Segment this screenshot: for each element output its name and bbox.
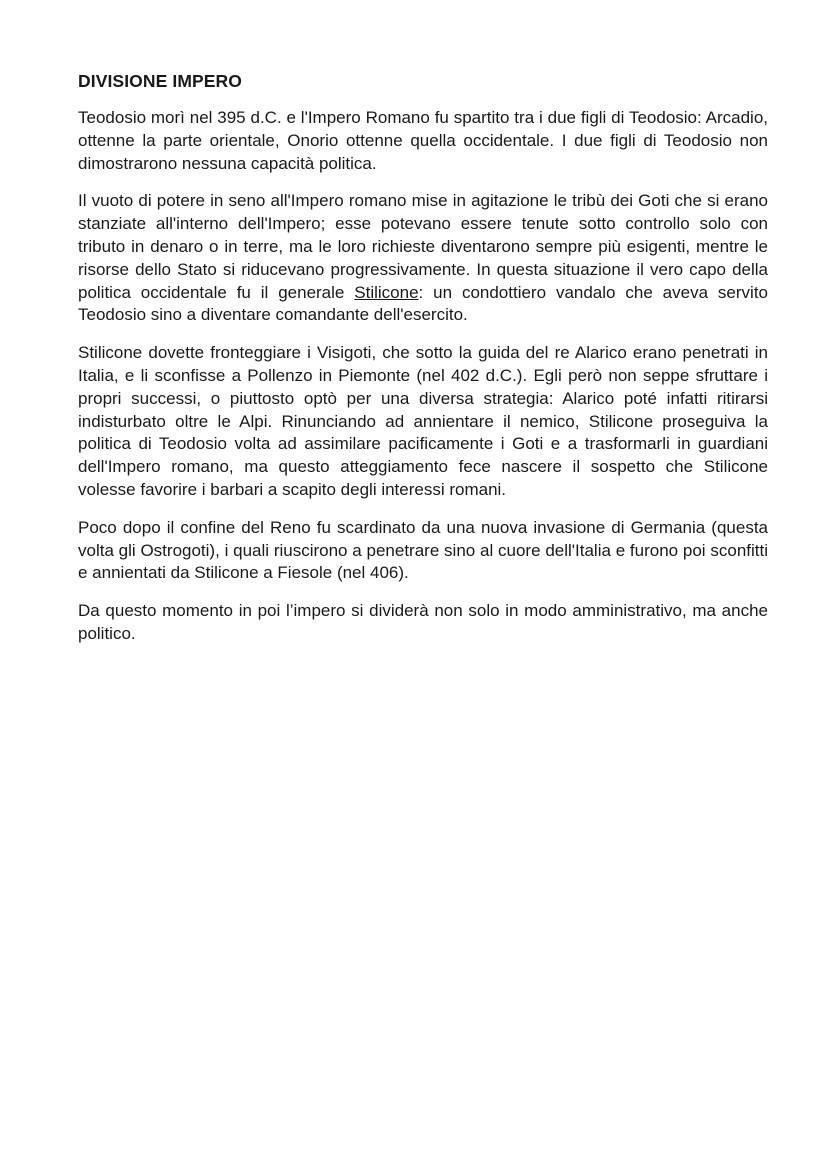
paragraph-5: Da questo momento in poi l’impero si dividerà non solo in modo amministrativo, ma anche politico.: [78, 601, 768, 643]
paragraph-4: Poco dopo il confine del Reno fu scardinato da una nuova invasione di Germania (questa volta gli Ostrogoti), i quali riuscirono a penetrare sino al cuore dell'Italia e furono poi sconfitti e annientati da Stilicone a Fiesole (nel 406).: [78, 517, 768, 583]
paragraph-1: Teodosio morì nel 395 d.C. e l'Impero Romano fu spartito tra i due figli di Teodosio: Arcadio, ottenne la parte orientale, Onorio ottenne quella occidentale. I due figli di Teodosio non dimostrarono nessuna capacità politica.: [78, 108, 768, 173]
paragraph-2: [78, 190, 768, 327]
stilicone-link[interactable]: Stilicone: [354, 282, 419, 302]
document-title: DIVISIONE IMPERO: [78, 71, 242, 91]
paragraph-2-text-start: Il vuoto di potere in seno all'Impero romano mise in agitazione le tribù dei Goti che si erano stanziate all'interno dell'Impero; esse potevano essere tenute sotto controllo solo con tributo in denaro o in terre, ma le loro richieste diventarono sempre più esigenti, mentre le risorse dello Stato si riducevano progressivamente. In questa situazione il vero capo della politica occidentale fu il generale: [78, 191, 768, 302]
document-body: [78, 70, 768, 661]
paragraph-3: Stilicone dovette fronteggiare i Visigoti, che sotto la guida del re Alarico erano penetrati in Italia, e li sconfisse a Pollenzo in Piemonte (nel 402 d.C.). Egli però non seppe sfruttare i propri successi, o piuttosto optò per una diversa strategia: Alarico poté infatti ritirarsi indisturbato oltre le Alpi. Rinunciando ad annientare il nemico, Stilicone proseguiva la politica di Teodosio volta ad assimilare pacificamente i Goti e a trasformarli in guardiani dell'Impero romano, ma questo atteggiamento fece nascere il sospetto che Stilicone volesse favorire i barbari a scapito degli interessi romani.: [78, 343, 768, 499]
paragraph-2-text-end: : un condottiero vandalo che aveva servito Teodosio sino a diventare comandante dell'esercito.: [78, 282, 768, 325]
